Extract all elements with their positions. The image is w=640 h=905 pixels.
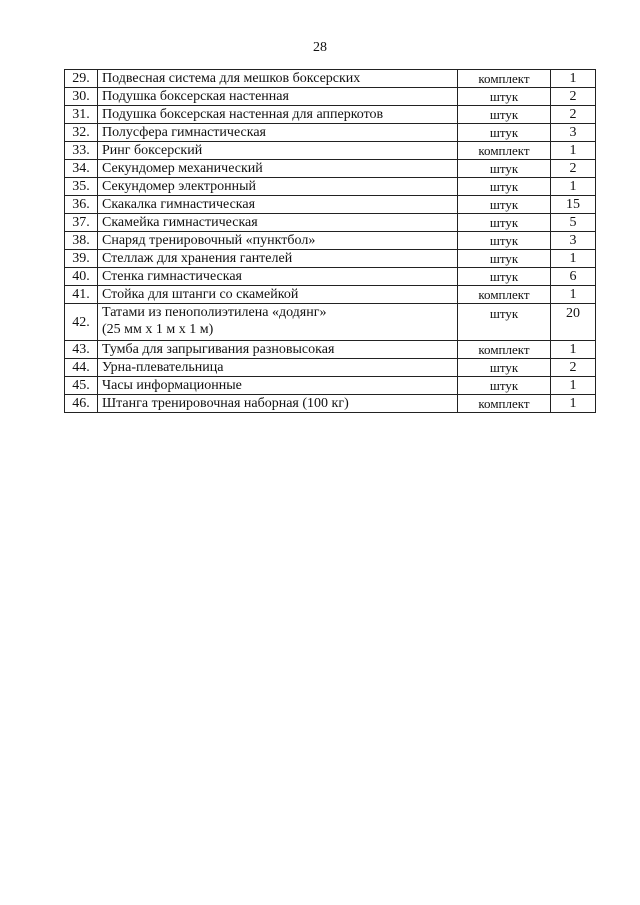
item-name-text: Стойка для штанги со скамейкой xyxy=(102,287,299,302)
row-number: 38. xyxy=(65,232,98,250)
equipment-table-body xyxy=(65,70,596,413)
row-number: 37. xyxy=(65,214,98,232)
item-name-text: Подушка боксерская настенная для апперкотов xyxy=(102,107,384,122)
item-name xyxy=(98,106,458,124)
item-unit: штук xyxy=(458,232,551,250)
item-unit: штук xyxy=(458,214,551,232)
item-name xyxy=(98,124,458,142)
item-unit: штук xyxy=(458,359,551,377)
item-name xyxy=(98,196,458,214)
item-quantity: 1 xyxy=(551,377,596,395)
item-quantity: 2 xyxy=(551,160,596,178)
item-quantity: 1 xyxy=(551,142,596,160)
item-name xyxy=(98,88,458,106)
row-number: 36. xyxy=(65,196,98,214)
item-quantity: 2 xyxy=(551,106,596,124)
item-name xyxy=(98,70,458,88)
table-row xyxy=(65,124,596,142)
item-name xyxy=(98,304,458,341)
equipment-table xyxy=(64,69,596,413)
table-row xyxy=(65,250,596,268)
item-quantity: 20 xyxy=(551,304,596,341)
row-number: 31. xyxy=(65,106,98,124)
item-quantity: 2 xyxy=(551,88,596,106)
item-name xyxy=(98,286,458,304)
row-number: 39. xyxy=(65,250,98,268)
row-number: 46. xyxy=(65,395,98,413)
item-name xyxy=(98,395,458,413)
table-row xyxy=(65,142,596,160)
table-row xyxy=(65,359,596,377)
item-name xyxy=(98,214,458,232)
item-unit: штук xyxy=(458,106,551,124)
item-name xyxy=(98,160,458,178)
row-number: 33. xyxy=(65,142,98,160)
item-unit: штук xyxy=(458,160,551,178)
item-name-text: Часы информационные xyxy=(102,378,242,393)
item-quantity: 3 xyxy=(551,124,596,142)
row-number: 41. xyxy=(65,286,98,304)
table-row xyxy=(65,377,596,395)
item-unit: штук xyxy=(458,268,551,286)
page-number: 28 xyxy=(313,40,327,55)
item-name xyxy=(98,377,458,395)
row-number: 35. xyxy=(65,178,98,196)
item-name xyxy=(98,341,458,359)
item-unit: комплект xyxy=(458,142,551,160)
table-row xyxy=(65,395,596,413)
table-row xyxy=(65,304,596,341)
item-quantity: 15 xyxy=(551,196,596,214)
item-name-text: Секундомер электронный xyxy=(102,179,256,194)
item-unit: штук xyxy=(458,250,551,268)
item-name-text: Скакалка гимнастическая xyxy=(102,197,256,212)
item-quantity: 3 xyxy=(551,232,596,250)
item-name-text: Скамейка гимнастическая xyxy=(102,215,258,230)
row-number: 45. xyxy=(65,377,98,395)
item-quantity: 1 xyxy=(551,250,596,268)
item-unit: штук xyxy=(458,377,551,395)
item-quantity: 1 xyxy=(551,70,596,88)
item-name-text: Ринг боксерский xyxy=(102,143,203,158)
item-name-text: Снаряд тренировочный «пунктбол» xyxy=(102,233,316,248)
item-unit: комплект xyxy=(458,395,551,413)
item-name-text: Урна-плевательница xyxy=(102,360,224,375)
item-name-text: Тумба для запрыгивания разновысокая xyxy=(102,342,335,357)
row-number: 42. xyxy=(65,304,98,341)
item-quantity: 1 xyxy=(551,178,596,196)
item-name-text: Татами из пенополиэтилена «додянг» xyxy=(102,305,327,320)
item-unit: штук xyxy=(458,124,551,142)
item-unit: комплект xyxy=(458,70,551,88)
row-number: 43. xyxy=(65,341,98,359)
row-number: 40. xyxy=(65,268,98,286)
item-quantity: 2 xyxy=(551,359,596,377)
row-number: 29. xyxy=(65,70,98,88)
table-row xyxy=(65,106,596,124)
item-name xyxy=(98,178,458,196)
row-number: 34. xyxy=(65,160,98,178)
item-name xyxy=(98,232,458,250)
item-quantity: 5 xyxy=(551,214,596,232)
table-row xyxy=(65,88,596,106)
table-row xyxy=(65,268,596,286)
item-name-text: Стеллаж для хранения гантелей xyxy=(102,251,293,266)
item-name-text: Секундомер механический xyxy=(102,161,263,176)
item-name-text: Подушка боксерская настенная xyxy=(102,89,289,104)
table-row xyxy=(65,214,596,232)
table-row xyxy=(65,70,596,88)
item-unit: штук xyxy=(458,88,551,106)
item-quantity: 1 xyxy=(551,395,596,413)
table-row xyxy=(65,341,596,359)
item-unit: штук xyxy=(458,196,551,214)
item-name xyxy=(98,250,458,268)
row-number: 30. xyxy=(65,88,98,106)
item-name-text: Полусфера гимнастическая xyxy=(102,125,266,140)
item-quantity: 1 xyxy=(551,286,596,304)
item-quantity: 6 xyxy=(551,268,596,286)
item-unit: штук xyxy=(458,178,551,196)
row-number: 32. xyxy=(65,124,98,142)
row-number: 44. xyxy=(65,359,98,377)
item-unit: штук xyxy=(458,304,551,341)
item-name xyxy=(98,359,458,377)
item-name xyxy=(98,268,458,286)
table-row xyxy=(65,286,596,304)
item-name-text: Стенка гимнастическая xyxy=(102,269,242,284)
item-name-text-line2: (25 мм х 1 м х 1 м) xyxy=(102,322,214,337)
item-unit: комплект xyxy=(458,286,551,304)
item-name-text: Штанга тренировочная наборная (100 кг) xyxy=(102,396,349,411)
item-name-text: Подвесная система для мешков боксерских xyxy=(102,71,361,86)
table-row xyxy=(65,178,596,196)
item-unit: комплект xyxy=(458,341,551,359)
item-name xyxy=(98,142,458,160)
table-row xyxy=(65,196,596,214)
table-row xyxy=(65,160,596,178)
table-row xyxy=(65,232,596,250)
item-quantity: 1 xyxy=(551,341,596,359)
